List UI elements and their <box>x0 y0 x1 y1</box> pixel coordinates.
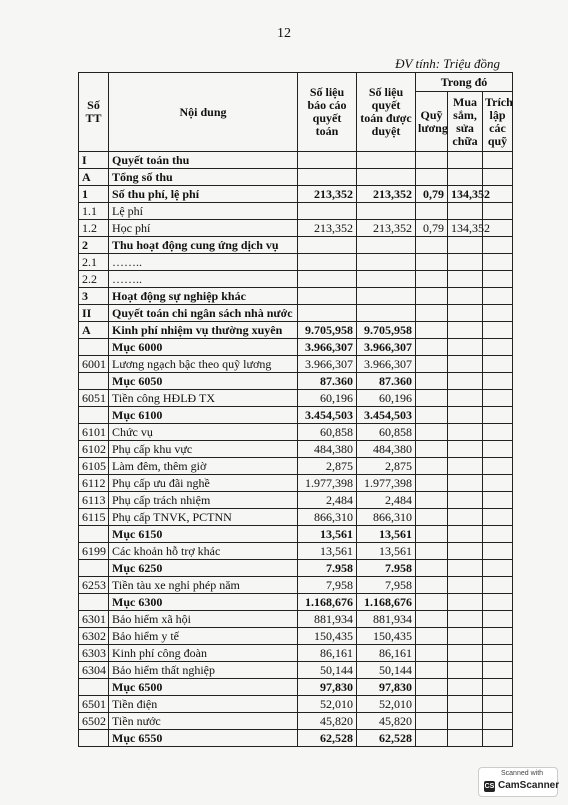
cell-purchase <box>448 611 483 628</box>
cell-funds <box>483 628 513 645</box>
cell-approved: 3.966,307 <box>357 356 416 373</box>
cell-funds <box>483 407 513 424</box>
table-row <box>79 628 513 645</box>
cell-stt: 6502 <box>79 713 109 730</box>
table-row <box>79 662 513 679</box>
cell-purchase <box>448 628 483 645</box>
cell-content: Phụ cấp khu vực <box>109 441 298 458</box>
cell-purchase <box>448 645 483 662</box>
camscanner-logo-icon: CS <box>484 783 495 790</box>
cell-stt: 1 <box>79 186 109 203</box>
cell-approved: 87.360 <box>357 373 416 390</box>
cell-funds <box>483 543 513 560</box>
cell-funds <box>483 356 513 373</box>
cell-reported: 9.705,958 <box>298 322 357 339</box>
cell-salary-fund <box>416 390 448 407</box>
cell-reported: 2,484 <box>298 492 357 509</box>
cell-content: Mục 6250 <box>109 560 298 577</box>
cell-content: Mục 6300 <box>109 594 298 611</box>
cell-reported: 86,161 <box>298 645 357 662</box>
cell-salary-fund <box>416 288 448 305</box>
cell-salary-fund <box>416 424 448 441</box>
table-row <box>79 203 513 220</box>
cell-approved: 484,380 <box>357 441 416 458</box>
cell-purchase <box>448 407 483 424</box>
cell-reported: 484,380 <box>298 441 357 458</box>
cell-content: Mục 6100 <box>109 407 298 424</box>
cell-funds <box>483 305 513 322</box>
cell-salary-fund <box>416 254 448 271</box>
cell-salary-fund <box>416 611 448 628</box>
table-row <box>79 645 513 662</box>
cell-content: …….. <box>109 254 298 271</box>
cell-stt: 2.2 <box>79 271 109 288</box>
cell-approved <box>357 169 416 186</box>
table-row <box>79 577 513 594</box>
cell-funds <box>483 730 513 747</box>
cell-reported <box>298 152 357 169</box>
cell-approved: 2,484 <box>357 492 416 509</box>
cell-content: Các khoản hỗ trợ khác <box>109 543 298 560</box>
cell-salary-fund <box>416 730 448 747</box>
unit-note: ĐV tính: Triệu đồng <box>395 56 500 71</box>
cell-salary-fund <box>416 594 448 611</box>
header-salary-fund: Quỹ lương <box>416 92 448 152</box>
cell-approved: 50,144 <box>357 662 416 679</box>
cell-salary-fund <box>416 696 448 713</box>
cell-funds <box>483 458 513 475</box>
cell-approved: 1.977,398 <box>357 475 416 492</box>
cell-approved: 13,561 <box>357 526 416 543</box>
table-header <box>79 73 513 152</box>
cell-funds <box>483 696 513 713</box>
cell-reported: 45,820 <box>298 713 357 730</box>
cell-approved: 3.454,503 <box>357 407 416 424</box>
cell-content: Mục 6150 <box>109 526 298 543</box>
cell-salary-fund <box>416 492 448 509</box>
cell-approved <box>357 203 416 220</box>
scanned-with-label: Scanned with <box>501 770 544 777</box>
cell-funds <box>483 611 513 628</box>
cell-salary-fund <box>416 322 448 339</box>
cell-approved: 60,196 <box>357 390 416 407</box>
cell-purchase <box>448 458 483 475</box>
cell-funds <box>483 288 513 305</box>
cell-salary-fund <box>416 305 448 322</box>
cell-salary-fund <box>416 373 448 390</box>
cell-stt <box>79 407 109 424</box>
header-purchase: Mua sắm, sửa chữa <box>448 92 483 152</box>
cell-purchase <box>448 594 483 611</box>
cell-approved: 13,561 <box>357 543 416 560</box>
cell-approved: 62,528 <box>357 730 416 747</box>
cell-stt: 6303 <box>79 645 109 662</box>
cell-content: Bảo hiểm xã hội <box>109 611 298 628</box>
cell-reported <box>298 203 357 220</box>
cell-stt: 2 <box>79 237 109 254</box>
cell-stt: 6051 <box>79 390 109 407</box>
camscanner-brand: CamScanner <box>498 780 560 791</box>
cell-content: Phụ cấp ưu đãi nghề <box>109 475 298 492</box>
cell-stt: 6115 <box>79 509 109 526</box>
cell-reported <box>298 254 357 271</box>
table-row <box>79 339 513 356</box>
cell-reported: 60,858 <box>298 424 357 441</box>
cell-purchase <box>448 441 483 458</box>
cell-salary-fund <box>416 526 448 543</box>
cell-stt: 6112 <box>79 475 109 492</box>
cell-purchase <box>448 152 483 169</box>
cell-content: Kinh phí nhiệm vụ thường xuyên <box>109 322 298 339</box>
cell-content: Hoạt động sự nghiệp khác <box>109 288 298 305</box>
cell-salary-fund <box>416 577 448 594</box>
cell-content: Kinh phí công đoàn <box>109 645 298 662</box>
cell-stt: 6501 <box>79 696 109 713</box>
cell-stt: 6301 <box>79 611 109 628</box>
cell-content: Mục 6050 <box>109 373 298 390</box>
cell-approved <box>357 305 416 322</box>
cell-reported: 150,435 <box>298 628 357 645</box>
cell-funds <box>483 271 513 288</box>
table-row <box>79 526 513 543</box>
cell-reported: 3.966,307 <box>298 339 357 356</box>
cell-reported <box>298 288 357 305</box>
cell-reported: 2,875 <box>298 458 357 475</box>
header-of-which: Trong đó <box>416 73 513 92</box>
cell-funds <box>483 390 513 407</box>
cell-purchase <box>448 390 483 407</box>
cell-content: Mục 6500 <box>109 679 298 696</box>
cell-stt: 6304 <box>79 662 109 679</box>
cell-reported: 52,010 <box>298 696 357 713</box>
cell-approved: 86,161 <box>357 645 416 662</box>
cell-reported: 1.977,398 <box>298 475 357 492</box>
cell-reported: 87.360 <box>298 373 357 390</box>
header-reported: Số liệu báo cáo quyết toán <box>298 73 357 152</box>
budget-table <box>78 72 513 747</box>
cell-stt: 6253 <box>79 577 109 594</box>
cell-purchase <box>448 492 483 509</box>
cell-approved: 2,875 <box>357 458 416 475</box>
camscanner-watermark <box>478 767 558 797</box>
table-row <box>79 390 513 407</box>
cell-content: Mục 6000 <box>109 339 298 356</box>
cell-reported: 7.958 <box>298 560 357 577</box>
cell-funds <box>483 679 513 696</box>
header-content: Nội dung <box>109 73 298 152</box>
cell-purchase <box>448 169 483 186</box>
cell-content: Lệ phí <box>109 203 298 220</box>
cell-reported: 866,310 <box>298 509 357 526</box>
cell-content: Tổng số thu <box>109 169 298 186</box>
cell-stt <box>79 730 109 747</box>
cell-purchase <box>448 356 483 373</box>
cell-approved: 60,858 <box>357 424 416 441</box>
cell-approved <box>357 152 416 169</box>
cell-funds <box>483 526 513 543</box>
cell-salary-fund <box>416 407 448 424</box>
table-row <box>79 407 513 424</box>
cell-salary-fund: 0,79 <box>416 220 448 237</box>
cell-reported: 3.966,307 <box>298 356 357 373</box>
cell-purchase <box>448 679 483 696</box>
cell-salary-fund: 0,79 <box>416 186 448 203</box>
cell-reported: 3.454,503 <box>298 407 357 424</box>
cell-funds <box>483 339 513 356</box>
cell-salary-fund <box>416 169 448 186</box>
cell-salary-fund <box>416 356 448 373</box>
cell-purchase <box>448 713 483 730</box>
header-approved: Số liệu quyết toán được duyệt <box>357 73 416 152</box>
cell-reported: 62,528 <box>298 730 357 747</box>
cell-content: Phụ cấp TNVK, PCTNN <box>109 509 298 526</box>
cell-purchase <box>448 696 483 713</box>
cell-funds <box>483 254 513 271</box>
cell-approved <box>357 288 416 305</box>
cell-purchase <box>448 577 483 594</box>
cell-purchase <box>448 560 483 577</box>
cell-reported: 1.168,676 <box>298 594 357 611</box>
cell-funds <box>483 373 513 390</box>
cell-reported: 60,196 <box>298 390 357 407</box>
cell-approved: 881,934 <box>357 611 416 628</box>
cell-purchase <box>448 339 483 356</box>
cell-purchase <box>448 373 483 390</box>
cell-funds <box>483 509 513 526</box>
cell-approved: 97,830 <box>357 679 416 696</box>
cell-stt: I <box>79 152 109 169</box>
cell-stt: 6199 <box>79 543 109 560</box>
cell-funds <box>483 152 513 169</box>
cell-reported: 13,561 <box>298 526 357 543</box>
table-row <box>79 271 513 288</box>
cell-content: Tiền công HĐLĐ TX <box>109 390 298 407</box>
cell-salary-fund <box>416 441 448 458</box>
table-row <box>79 696 513 713</box>
cell-stt: 1.2 <box>79 220 109 237</box>
cell-salary-fund <box>416 339 448 356</box>
table-row <box>79 492 513 509</box>
cell-approved: 866,310 <box>357 509 416 526</box>
cell-reported: 213,352 <box>298 220 357 237</box>
cell-salary-fund <box>416 628 448 645</box>
table-row <box>79 373 513 390</box>
cell-funds <box>483 662 513 679</box>
cell-reported: 7,958 <box>298 577 357 594</box>
cell-funds <box>483 560 513 577</box>
header-funds: Trích lập các quỹ <box>483 92 513 152</box>
cell-stt: II <box>79 305 109 322</box>
cell-content: Tiền nước <box>109 713 298 730</box>
cell-approved: 3.966,307 <box>357 339 416 356</box>
cell-salary-fund <box>416 713 448 730</box>
cell-stt: 6102 <box>79 441 109 458</box>
cell-stt <box>79 339 109 356</box>
cell-stt <box>79 526 109 543</box>
cell-funds <box>483 237 513 254</box>
cell-stt: 3 <box>79 288 109 305</box>
cell-stt: A <box>79 322 109 339</box>
cell-content: …….. <box>109 271 298 288</box>
cell-purchase <box>448 424 483 441</box>
cell-salary-fund <box>416 509 448 526</box>
cell-content: Mục 6550 <box>109 730 298 747</box>
cell-salary-fund <box>416 203 448 220</box>
table-row <box>79 424 513 441</box>
cell-purchase <box>448 288 483 305</box>
cell-funds <box>483 441 513 458</box>
cell-content: Quyết toán chi ngân sách nhà nước <box>109 305 298 322</box>
cell-content: Tiền điện <box>109 696 298 713</box>
cell-approved <box>357 254 416 271</box>
cell-reported: 881,934 <box>298 611 357 628</box>
cell-content: Chức vụ <box>109 424 298 441</box>
cell-approved: 52,010 <box>357 696 416 713</box>
cell-stt: A <box>79 169 109 186</box>
cell-stt <box>79 679 109 696</box>
cell-approved <box>357 271 416 288</box>
cell-stt: 1.1 <box>79 203 109 220</box>
table-body <box>79 152 513 747</box>
cell-approved: 213,352 <box>357 186 416 203</box>
cell-purchase: 134,352 <box>448 220 483 237</box>
cell-stt: 6105 <box>79 458 109 475</box>
cell-purchase <box>448 509 483 526</box>
cell-funds <box>483 424 513 441</box>
cell-salary-fund <box>416 662 448 679</box>
cell-purchase <box>448 322 483 339</box>
table-row <box>79 475 513 492</box>
cell-reported <box>298 271 357 288</box>
cell-approved: 150,435 <box>357 628 416 645</box>
page-number: 12 <box>277 26 291 41</box>
cell-salary-fund <box>416 679 448 696</box>
cell-salary-fund <box>416 560 448 577</box>
table-row <box>79 441 513 458</box>
cell-content: Phụ cấp trách nhiệm <box>109 492 298 509</box>
cell-funds <box>483 713 513 730</box>
cell-stt <box>79 560 109 577</box>
cell-purchase <box>448 203 483 220</box>
cell-approved: 7.958 <box>357 560 416 577</box>
cell-approved: 9.705,958 <box>357 322 416 339</box>
cell-content: Làm đêm, thêm giờ <box>109 458 298 475</box>
table-row <box>79 713 513 730</box>
cell-content: Thu hoạt động cung ứng dịch vụ <box>109 237 298 254</box>
cell-approved: 213,352 <box>357 220 416 237</box>
cell-approved: 45,820 <box>357 713 416 730</box>
header-stt: Số TT <box>79 73 109 152</box>
cell-stt: 6302 <box>79 628 109 645</box>
table-row <box>79 730 513 747</box>
table-row <box>79 186 513 203</box>
cell-salary-fund <box>416 458 448 475</box>
cell-approved: 7,958 <box>357 577 416 594</box>
cell-reported: 13,561 <box>298 543 357 560</box>
cell-salary-fund <box>416 475 448 492</box>
cell-stt <box>79 594 109 611</box>
table-row <box>79 152 513 169</box>
cell-approved <box>357 237 416 254</box>
cell-content: Lương ngạch bậc theo quỹ lương <box>109 356 298 373</box>
table-row <box>79 220 513 237</box>
table-row <box>79 237 513 254</box>
cell-salary-fund <box>416 543 448 560</box>
cell-reported <box>298 169 357 186</box>
cell-salary-fund <box>416 237 448 254</box>
cell-content: Số thu phí, lệ phí <box>109 186 298 203</box>
cell-salary-fund <box>416 271 448 288</box>
cell-funds <box>483 594 513 611</box>
table-row <box>79 543 513 560</box>
cell-stt: 2.1 <box>79 254 109 271</box>
cell-content: Học phí <box>109 220 298 237</box>
cell-salary-fund <box>416 152 448 169</box>
cell-content: Tiền tàu xe nghỉ phép năm <box>109 577 298 594</box>
cell-content: Bảo hiểm thất nghiệp <box>109 662 298 679</box>
table-row <box>79 679 513 696</box>
table-row <box>79 611 513 628</box>
cell-purchase: 134,352 <box>448 186 483 203</box>
cell-purchase <box>448 254 483 271</box>
cell-reported: 50,144 <box>298 662 357 679</box>
cell-content: Bảo hiểm y tế <box>109 628 298 645</box>
table-row <box>79 305 513 322</box>
table-row <box>79 288 513 305</box>
table-row <box>79 254 513 271</box>
cell-funds <box>483 475 513 492</box>
cell-purchase <box>448 237 483 254</box>
cell-reported: 213,352 <box>298 186 357 203</box>
cell-stt: 6113 <box>79 492 109 509</box>
cell-funds <box>483 203 513 220</box>
table-row <box>79 458 513 475</box>
table-row <box>79 356 513 373</box>
cell-purchase <box>448 730 483 747</box>
cell-funds <box>483 577 513 594</box>
table-row <box>79 509 513 526</box>
cell-purchase <box>448 475 483 492</box>
cell-funds <box>483 492 513 509</box>
cell-purchase <box>448 305 483 322</box>
table-row <box>79 594 513 611</box>
table-row <box>79 322 513 339</box>
cell-reported <box>298 237 357 254</box>
table-row <box>79 560 513 577</box>
cell-approved: 1.168,676 <box>357 594 416 611</box>
cell-stt: 6001 <box>79 356 109 373</box>
cell-content: Quyết toán thu <box>109 152 298 169</box>
cell-salary-fund <box>416 645 448 662</box>
cell-reported: 97,830 <box>298 679 357 696</box>
cell-purchase <box>448 526 483 543</box>
cell-purchase <box>448 271 483 288</box>
cell-purchase <box>448 543 483 560</box>
cell-stt: 6101 <box>79 424 109 441</box>
cell-purchase <box>448 662 483 679</box>
cell-reported <box>298 305 357 322</box>
cell-funds <box>483 645 513 662</box>
cell-funds <box>483 169 513 186</box>
cell-stt <box>79 373 109 390</box>
table-row <box>79 169 513 186</box>
cell-funds <box>483 322 513 339</box>
